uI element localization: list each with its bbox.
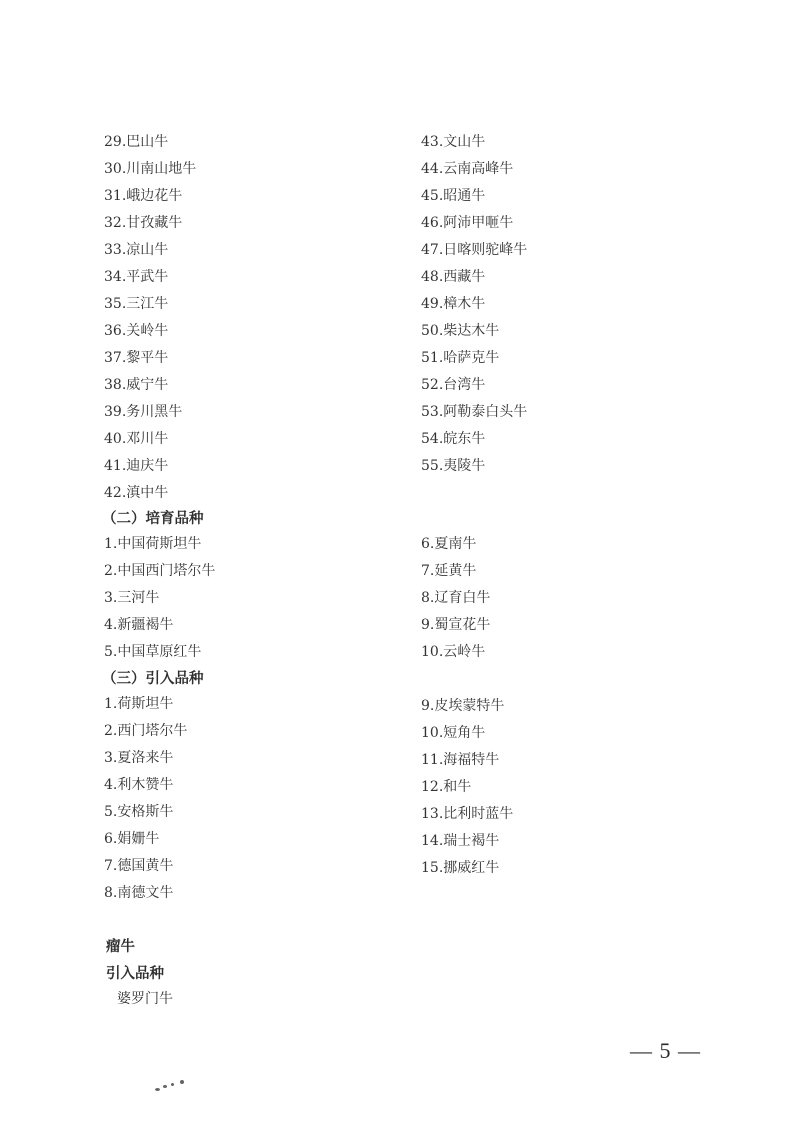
list-item: 49.樟木牛 bbox=[421, 296, 486, 312]
list-item: 36.关岭牛 bbox=[104, 323, 169, 339]
list-item: 52.台湾牛 bbox=[421, 377, 486, 393]
list-item: 8.辽育白牛 bbox=[421, 590, 491, 606]
list-item: 4.新疆褐牛 bbox=[104, 617, 174, 633]
list-item: 11.海福特牛 bbox=[421, 752, 500, 768]
list-item: 43.文山牛 bbox=[421, 134, 486, 150]
list-item: 4.利木赞牛 bbox=[104, 777, 174, 793]
list-item: 53.阿勒泰白头牛 bbox=[421, 404, 528, 420]
list-item: 14.瑞士褐牛 bbox=[421, 833, 500, 849]
list-item: 39.务川黑牛 bbox=[104, 404, 183, 420]
list-item: 6.夏南牛 bbox=[421, 536, 477, 552]
list-item: 7.延黄牛 bbox=[421, 563, 477, 579]
list-item: 44.云南高峰牛 bbox=[421, 161, 514, 177]
list-item: 15.挪威红牛 bbox=[421, 860, 500, 876]
list-item: 2.中国西门塔尔牛 bbox=[104, 563, 216, 579]
list-item: 55.夷陵牛 bbox=[421, 458, 486, 474]
bred-breeds-heading: （二）培育品种 bbox=[102, 511, 204, 527]
list-item: 13.比利时蓝牛 bbox=[421, 806, 514, 822]
list-item: 9.皮埃蒙特牛 bbox=[421, 698, 505, 714]
list-item: 1.中国荷斯坦牛 bbox=[104, 536, 202, 552]
list-item: 10.云岭牛 bbox=[421, 644, 486, 660]
list-item: 2.西门塔尔牛 bbox=[104, 723, 188, 739]
list-item: 42.滇中牛 bbox=[104, 485, 169, 501]
list-item: 40.邓川牛 bbox=[104, 431, 169, 447]
introduced-list-col2 bbox=[421, 693, 513, 882]
list-item: 10.短角牛 bbox=[421, 725, 486, 741]
list-item: 45.昭通牛 bbox=[421, 188, 486, 204]
list-item: 51.哈萨克牛 bbox=[421, 350, 500, 366]
list-item: 31.峨边花牛 bbox=[104, 188, 183, 204]
list-item: 34.平武牛 bbox=[104, 269, 169, 285]
list-item: 5.中国草原红牛 bbox=[104, 644, 202, 660]
list-item: 32.甘孜藏牛 bbox=[104, 215, 183, 231]
list-item: 37.黎平牛 bbox=[104, 350, 169, 366]
list-item: 41.迪庆牛 bbox=[104, 458, 169, 474]
list-item: 54.皖东牛 bbox=[421, 431, 486, 447]
list-item: 3.三河牛 bbox=[104, 590, 160, 606]
list-item: 29.巴山牛 bbox=[104, 134, 169, 150]
introduced-breeds-heading: （三）引入品种 bbox=[102, 671, 204, 687]
list-item: 9.蜀宣花牛 bbox=[421, 617, 491, 633]
list-item: 12.和牛 bbox=[421, 779, 472, 795]
bred-list-col1 bbox=[104, 531, 215, 666]
list-item: 8.南德文牛 bbox=[104, 885, 174, 901]
indigenous-list-col2 bbox=[421, 129, 527, 480]
zebu-heading: 瘤牛 bbox=[106, 939, 135, 955]
list-item: 1.荷斯坦牛 bbox=[104, 696, 174, 712]
list-item: 30.川南山地牛 bbox=[104, 161, 197, 177]
scan-speck bbox=[180, 1080, 184, 1084]
list-item: 50.柴达木牛 bbox=[421, 323, 500, 339]
page-number: — 5 — bbox=[630, 1038, 701, 1063]
zebu-introduced-subheading: 引入品种 bbox=[106, 966, 164, 982]
list-item: 35.三江牛 bbox=[104, 296, 169, 312]
scan-speck bbox=[155, 1088, 160, 1091]
list-item: 婆罗门牛 bbox=[117, 991, 173, 1007]
list-item: 38.威宁牛 bbox=[104, 377, 169, 393]
indigenous-list-col1 bbox=[104, 129, 196, 507]
list-item: 33.凉山牛 bbox=[104, 242, 169, 258]
scan-speck bbox=[171, 1083, 174, 1086]
list-item: 3.夏洛来牛 bbox=[104, 750, 174, 766]
list-item: 47.日喀则驼峰牛 bbox=[421, 242, 528, 258]
bred-list-col2 bbox=[421, 531, 490, 666]
introduced-list-col1 bbox=[104, 691, 187, 907]
scan-speck bbox=[163, 1085, 167, 1088]
list-item: 5.安格斯牛 bbox=[104, 804, 174, 820]
list-item: 48.西藏牛 bbox=[421, 269, 486, 285]
list-item: 7.德国黄牛 bbox=[104, 858, 174, 874]
list-item: 6.娟姗牛 bbox=[104, 831, 160, 847]
list-item: 46.阿沛甲咂牛 bbox=[421, 215, 514, 231]
